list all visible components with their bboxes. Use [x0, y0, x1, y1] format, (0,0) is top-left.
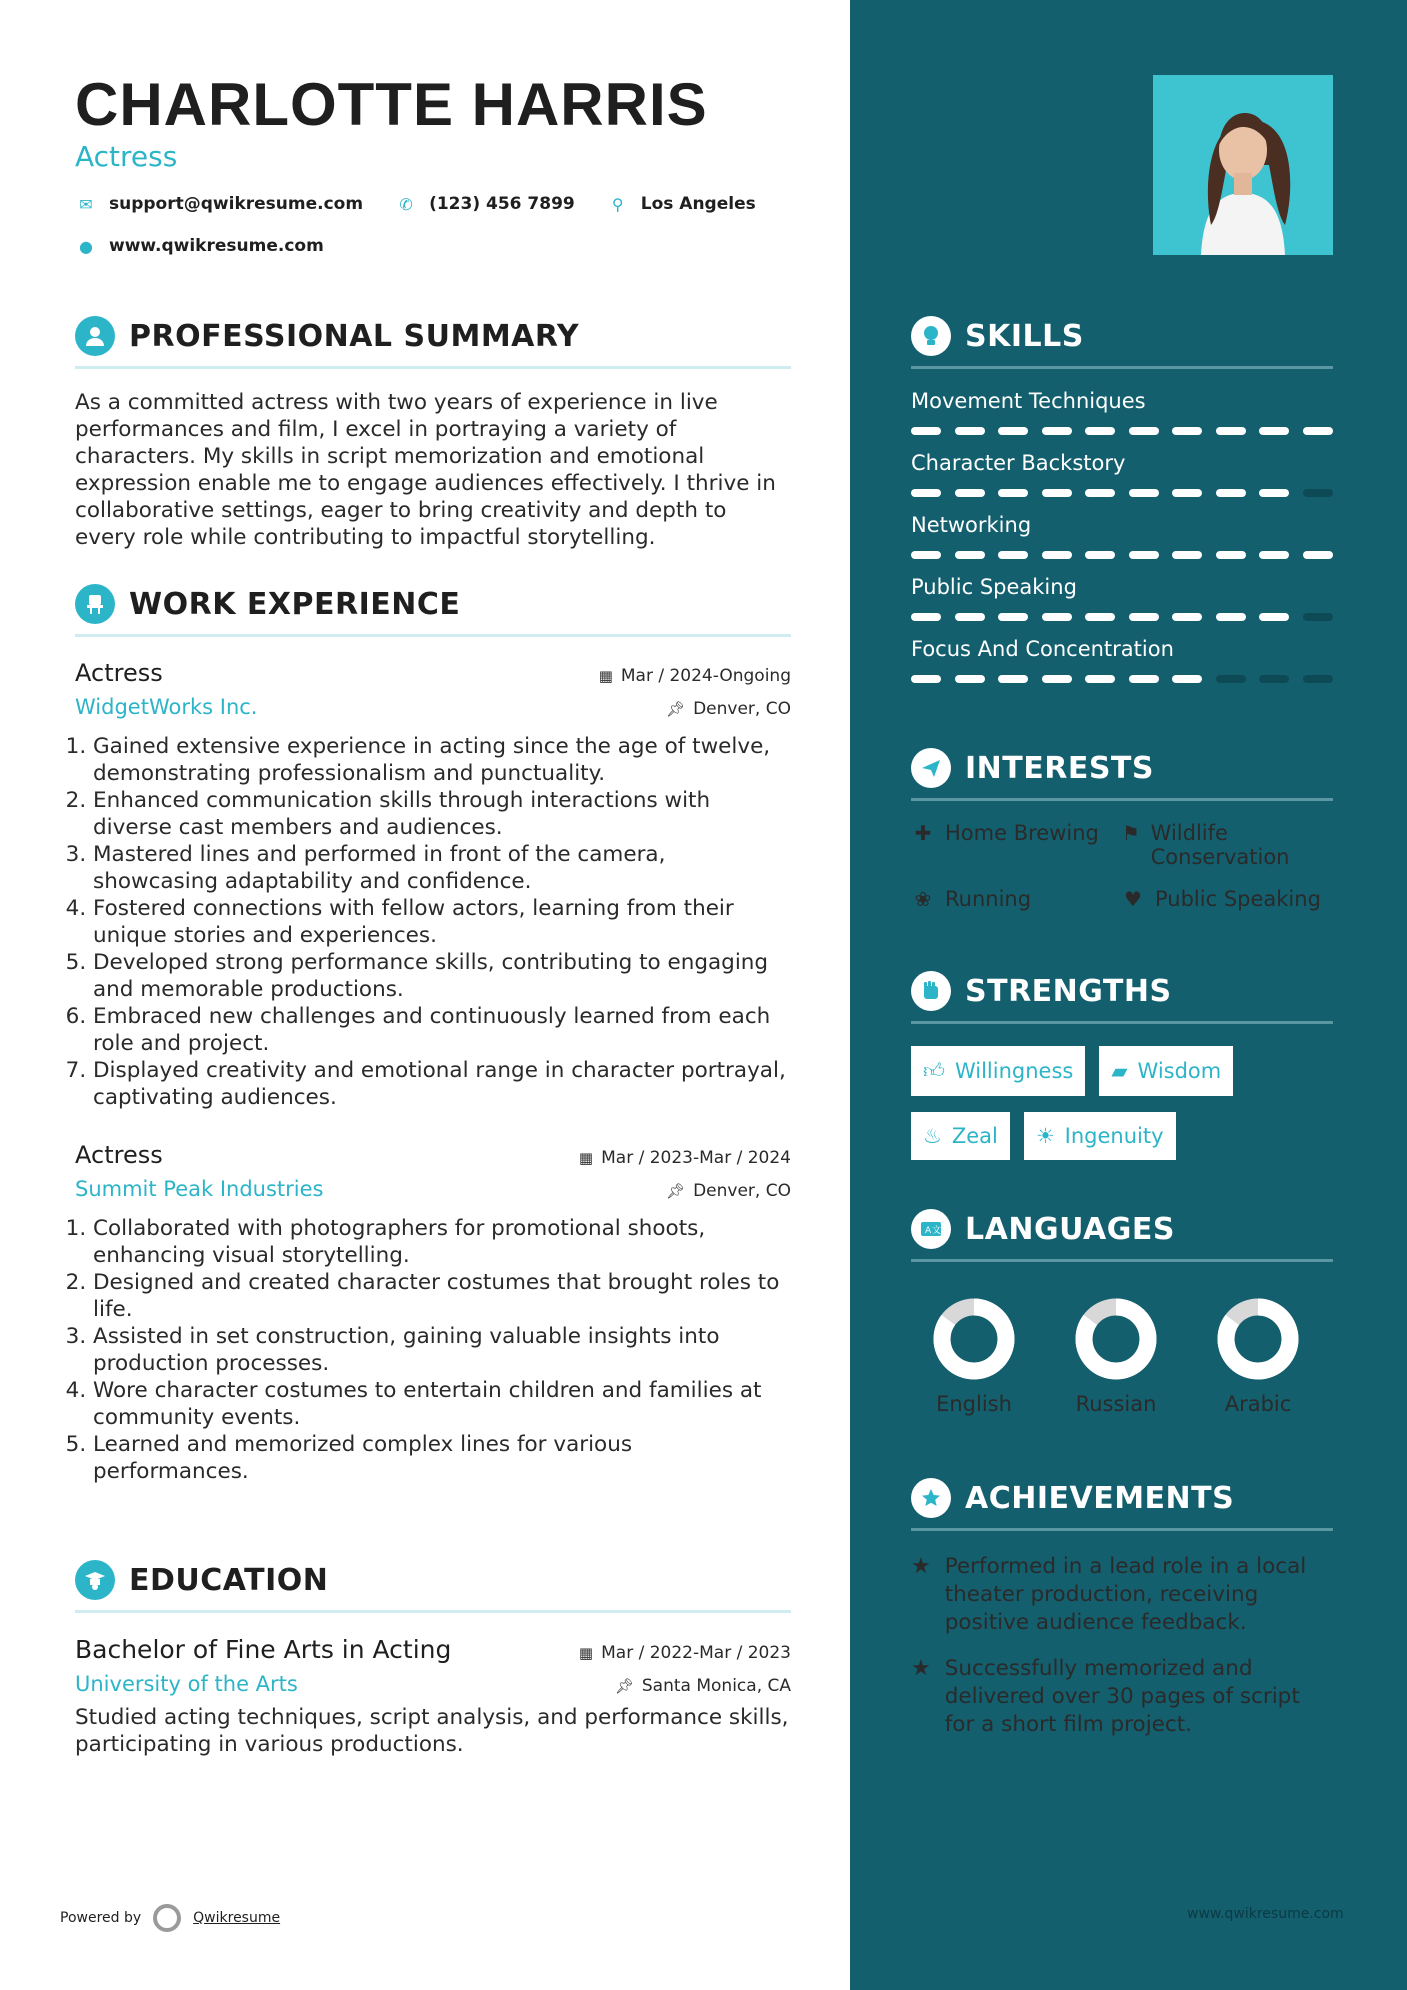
star-icon: ★ — [911, 1554, 931, 1579]
rating-dash-filled — [955, 427, 985, 435]
skill-item — [911, 637, 1333, 683]
experience-section — [75, 584, 791, 1485]
svg-text:A: A — [925, 1226, 932, 1236]
calendar-icon: ▦ — [578, 1644, 594, 1662]
location-text: Los Angeles — [640, 194, 756, 214]
rating-dash-filled — [1085, 489, 1115, 497]
fire-icon: ♨ — [923, 1124, 942, 1148]
lightbulb-icon — [911, 316, 951, 356]
languages-section — [911, 1209, 1333, 1416]
skill-item — [911, 575, 1333, 621]
achievements-section — [911, 1478, 1333, 1739]
language-donut — [931, 1296, 1017, 1382]
globe-icon: ● — [79, 236, 93, 256]
pushpin-icon: 📌︎ — [666, 1182, 686, 1200]
rating-dash-filled — [1129, 551, 1159, 559]
job-bullets — [75, 1215, 791, 1485]
language-donut — [1073, 1296, 1159, 1382]
list-item: 1. Collaborated with photographers for promotional shoots, enhancing visual storytelling. — [93, 1215, 791, 1269]
job-dates-text: Mar / 2024-Ongoing — [620, 666, 791, 686]
education-header — [75, 1560, 791, 1613]
brand-link[interactable]: Qwikresume — [193, 1910, 281, 1926]
education-description: Studied acting techniques, script analysis, and performance skills, participating in various productions. — [75, 1705, 789, 1757]
profile-photo — [1153, 75, 1333, 255]
qwikresume-logo-icon — [153, 1904, 181, 1932]
interests-heading: INTERESTS — [965, 750, 1154, 786]
experience-heading: WORK EXPERIENCE — [129, 586, 461, 622]
language-name: English — [936, 1392, 1012, 1416]
job-location-text: Denver, CO — [693, 699, 791, 719]
summary-text: As a committed actress with two years of experience in live performances and film, I excel in portraying a variety of characters. My skills in script memorization and emotional expression enable me to engage audiences effectively. I thrive in collaborative settings, eager to bring creativity and depth to every role while contributing to impactful storytelling. — [75, 390, 776, 550]
svg-text:文: 文 — [932, 1226, 942, 1236]
rating-dash-filled — [1085, 551, 1115, 559]
strength-label: Ingenuity — [1064, 1124, 1164, 1148]
skill-name: Focus And Concentration — [911, 637, 1174, 661]
achievement-text: Performed in a lead role in a local theater production, receiving positive audience feedback. — [944, 1554, 1307, 1635]
list-item: 2. Enhanced communication skills through interactions with diverse cast members and audiences. — [93, 787, 791, 841]
rating-dash-filled — [1085, 427, 1115, 435]
rating-dash-filled — [911, 675, 941, 683]
job-dates — [599, 666, 791, 686]
rating-dash-filled — [1303, 427, 1333, 435]
contact-location — [607, 194, 756, 214]
interest-item — [1121, 821, 1333, 869]
job-company: WidgetWorks Inc. — [75, 695, 258, 719]
footer-website[interactable]: www.qwikresume.com — [1187, 1906, 1344, 1922]
strengths-header — [911, 971, 1333, 1024]
rating-dash-filled — [1042, 675, 1072, 683]
rating-dash-filled — [1129, 489, 1159, 497]
job-title: Actress — [75, 1141, 163, 1169]
job-dates — [579, 1148, 791, 1168]
powered-by-text: Powered by — [60, 1910, 142, 1926]
school-name: University of the Arts — [75, 1672, 298, 1696]
strength-chip — [911, 1046, 1085, 1096]
rating-dash-filled — [998, 675, 1028, 683]
list-item: 3. Mastered lines and performed in front of the camera, showcasing adaptability and confidence. — [93, 841, 791, 895]
skill-rating — [911, 489, 1333, 497]
rating-dash-filled — [955, 489, 985, 497]
strength-label: Willingness — [954, 1059, 1074, 1083]
languages-heading: LANGUAGES — [965, 1211, 1175, 1247]
job-entry — [75, 659, 791, 1111]
skill-rating — [911, 675, 1333, 683]
calendar-icon: ▦ — [578, 1149, 594, 1167]
rating-dash-empty — [1303, 489, 1333, 497]
skill-name: Public Speaking — [911, 575, 1077, 599]
job-bullets — [75, 733, 791, 1111]
rating-dash-filled — [1259, 489, 1289, 497]
rating-dash-filled — [1259, 427, 1289, 435]
graduate-icon — [75, 1560, 115, 1600]
list-item: 7. Displayed creativity and emotional range in character portrayal, captivating audiences. — [93, 1057, 791, 1111]
candidate-title: Actress — [75, 140, 178, 173]
education-dates — [579, 1643, 791, 1663]
interests-list — [911, 821, 1333, 911]
rating-dash-filled — [955, 551, 985, 559]
rating-dash-filled — [955, 613, 985, 621]
education-heading: EDUCATION — [129, 1562, 329, 1598]
strength-chip — [1024, 1112, 1176, 1160]
job-location — [666, 699, 791, 719]
list-item: 5. Developed strong performance skills, contributing to engaging and memorable productions. — [93, 949, 791, 1003]
language-name: Russian — [1075, 1392, 1157, 1416]
paper-plane-icon — [911, 748, 951, 788]
achievement-item — [911, 1655, 1333, 1739]
skill-item — [911, 451, 1333, 497]
map-pin-icon: ⚲ — [611, 194, 624, 214]
pushpin-icon: 📌︎ — [666, 700, 686, 718]
list-item: 1. Gained extensive experience in acting since the age of twelve, demonstrating professionalism and punctuality. — [93, 733, 791, 787]
rating-dash-filled — [1259, 613, 1289, 621]
degree-title: Bachelor of Fine Arts in Acting — [75, 1635, 452, 1664]
skill-rating — [911, 613, 1333, 621]
language-donut — [1215, 1296, 1301, 1382]
rating-dash-filled — [998, 489, 1028, 497]
rating-dash-filled — [1085, 675, 1115, 683]
paw-icon: ❀ — [914, 887, 932, 911]
list-item: 6. Embraced new challenges and continuously learned from each role and project. — [93, 1003, 791, 1057]
rating-dash-filled — [1216, 489, 1246, 497]
achievements-heading: ACHIEVEMENTS — [965, 1480, 1235, 1516]
interest-label: Wildlife Conservation — [1150, 821, 1290, 869]
rating-dash-filled — [1259, 551, 1289, 559]
rating-dash-filled — [1216, 613, 1246, 621]
flag-icon: ⚑ — [1121, 821, 1140, 845]
achievements-header — [911, 1478, 1333, 1531]
contact-website[interactable] — [75, 236, 324, 256]
rating-dash-empty — [1303, 613, 1333, 621]
user-icon — [75, 316, 115, 356]
skill-item — [911, 513, 1333, 559]
strengths-list — [911, 1046, 1333, 1160]
skill-rating — [911, 427, 1333, 435]
job-location — [666, 1181, 791, 1201]
language-item — [931, 1296, 1017, 1416]
rating-dash-filled — [1172, 551, 1202, 559]
list-item: 3. Assisted in set construction, gaining valuable insights into production processes. — [93, 1323, 791, 1377]
job-entry — [75, 1141, 791, 1485]
job-dates-text: Mar / 2023-Mar / 2024 — [601, 1148, 791, 1168]
rating-dash-filled — [998, 551, 1028, 559]
rating-dash-filled — [1172, 675, 1202, 683]
list-item: 4. Wore character costumes to entertain children and families at community events. — [93, 1377, 791, 1431]
rating-dash-filled — [1042, 613, 1072, 621]
interest-label: Home Brewing — [945, 821, 1099, 845]
book-icon: ▰ — [1111, 1059, 1128, 1083]
chair-icon — [75, 584, 115, 624]
languages-list — [911, 1296, 1333, 1416]
education-dates-text: Mar / 2022-Mar / 2023 — [601, 1643, 791, 1663]
strengths-heading: STRENGTHS — [965, 973, 1172, 1009]
rating-dash-empty — [1259, 675, 1289, 683]
job-title: Actress — [75, 659, 163, 687]
rating-dash-filled — [1172, 489, 1202, 497]
rating-dash-filled — [1172, 427, 1202, 435]
lightbulb-icon: ☀ — [1035, 1124, 1055, 1148]
skills-list — [911, 389, 1333, 683]
education-section — [75, 1560, 791, 1758]
summary-section — [75, 316, 791, 551]
strength-chip — [1099, 1046, 1233, 1096]
website-text: www.qwikresume.com — [109, 236, 324, 256]
list-item: 5. Learned and memorized complex lines for various performances. — [93, 1431, 791, 1485]
contact-row-2 — [75, 236, 346, 256]
rating-dash-filled — [911, 489, 941, 497]
experience-header — [75, 584, 791, 637]
contact-email[interactable] — [75, 194, 363, 214]
interest-item — [1121, 887, 1333, 911]
skill-rating — [911, 551, 1333, 559]
rating-dash-filled — [1129, 427, 1159, 435]
language-name: Arabic — [1224, 1392, 1292, 1416]
thumbs-up-icon: 👍︎ — [923, 1059, 945, 1083]
skill-name: Networking — [911, 513, 1032, 537]
skill-name: Character Backstory — [911, 451, 1126, 475]
contact-phone[interactable] — [395, 194, 575, 214]
rating-dash-empty — [1303, 675, 1333, 683]
calendar-icon: ▦ — [598, 667, 613, 685]
envelope-icon: ✉ — [79, 194, 93, 214]
strength-chip — [911, 1112, 1010, 1160]
phone-icon: ✆ — [399, 194, 413, 214]
education-location — [615, 1676, 791, 1696]
candidate-name: CHARLOTTE HARRIS — [75, 71, 708, 138]
rating-dash-filled — [1085, 613, 1115, 621]
rating-dash-filled — [998, 613, 1028, 621]
summary-header — [75, 316, 791, 369]
summary-heading: PROFESSIONAL SUMMARY — [129, 318, 580, 354]
star-icon — [911, 1478, 951, 1518]
interest-label: Running — [945, 887, 1032, 911]
skills-header — [911, 316, 1333, 369]
strength-label: Wisdom — [1137, 1059, 1222, 1083]
education-entry — [75, 1635, 791, 1758]
strengths-section — [911, 971, 1333, 1160]
skills-heading: SKILLS — [965, 318, 1084, 354]
phone-text: (123) 456 7899 — [429, 194, 575, 214]
job-location-text: Denver, CO — [693, 1181, 791, 1201]
skills-section — [911, 316, 1333, 683]
language-item — [1073, 1296, 1159, 1416]
achievement-item — [911, 1553, 1333, 1637]
skill-item — [911, 389, 1333, 435]
rating-dash-filled — [1042, 489, 1072, 497]
pushpin-icon: 📌︎ — [614, 1677, 634, 1695]
rating-dash-filled — [911, 613, 941, 621]
language-item — [1215, 1296, 1301, 1416]
fist-icon — [911, 971, 951, 1011]
rating-dash-empty — [1216, 675, 1246, 683]
list-item: 2. Designed and created character costumes that brought roles to life. — [93, 1269, 791, 1323]
puzzle-icon: ✚ — [914, 821, 932, 845]
rating-dash-filled — [1042, 427, 1072, 435]
rating-dash-filled — [1129, 613, 1159, 621]
contact-row-1 — [75, 194, 778, 214]
skill-name: Movement Techniques — [911, 389, 1146, 413]
interests-header — [911, 748, 1333, 801]
rating-dash-filled — [1216, 427, 1246, 435]
strength-label: Zeal — [951, 1124, 998, 1148]
job-company: Summit Peak Industries — [75, 1177, 324, 1201]
rating-dash-filled — [1129, 675, 1159, 683]
rating-dash-filled — [1216, 551, 1246, 559]
achievement-text: Successfully memorized and delivered over 30 pages of script for a short film project. — [944, 1656, 1300, 1737]
rating-dash-filled — [911, 427, 941, 435]
rating-dash-filled — [955, 675, 985, 683]
heartbeat-icon: ♥ — [1124, 887, 1142, 911]
education-location-text: Santa Monica, CA — [641, 1676, 791, 1696]
interest-label: Public Speaking — [1155, 887, 1321, 911]
rating-dash-filled — [1303, 551, 1333, 559]
interest-item — [911, 821, 1121, 869]
rating-dash-filled — [1172, 613, 1202, 621]
interest-item — [911, 887, 1121, 911]
email-text: support@qwikresume.com — [109, 194, 364, 214]
language-icon — [911, 1209, 951, 1249]
languages-header — [911, 1209, 1333, 1262]
rating-dash-filled — [1042, 551, 1072, 559]
rating-dash-filled — [911, 551, 941, 559]
footer-branding — [60, 1904, 280, 1932]
list-item: 4. Fostered connections with fellow actors, learning from their unique stories and experiences. — [93, 895, 791, 949]
star-icon: ★ — [911, 1656, 931, 1681]
rating-dash-filled — [998, 427, 1028, 435]
interests-section — [911, 748, 1333, 911]
